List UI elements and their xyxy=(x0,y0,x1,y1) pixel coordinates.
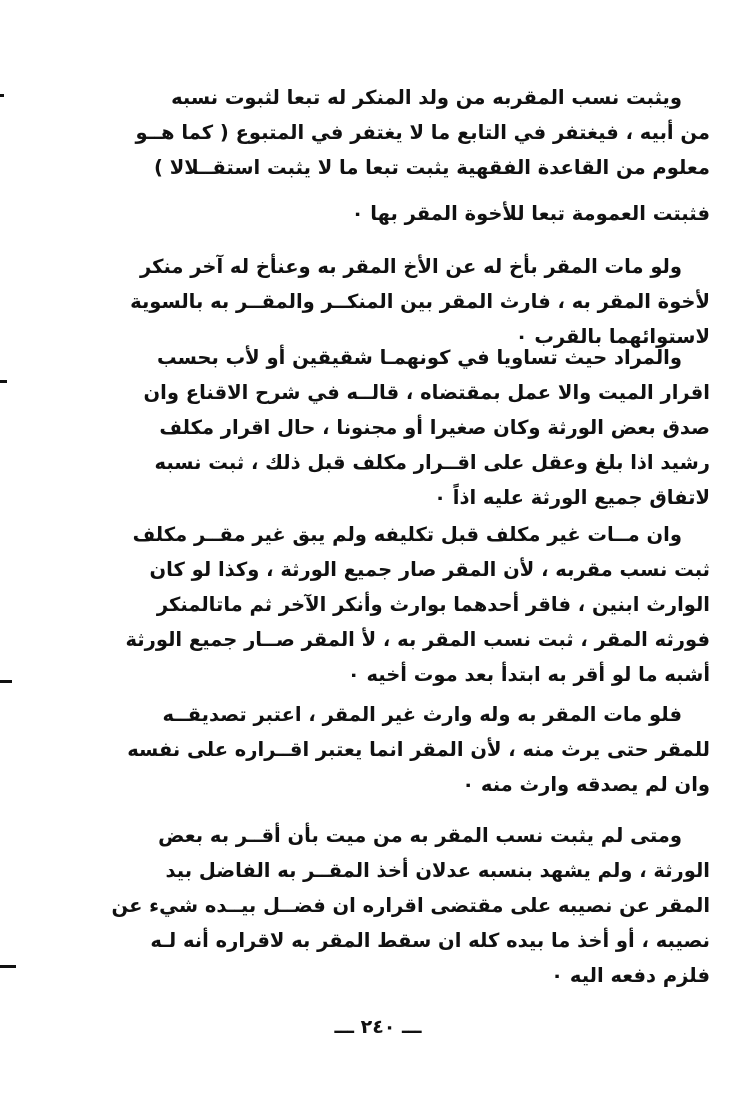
text-line: فلو مات المقر به وله وارث غير المقر ، اعتبر تصديقــه xyxy=(162,703,682,726)
text-line: فلزم دفعه اليه ٠ xyxy=(551,964,710,987)
text-line: فثبتت العمومة تبعا للأخوة المقر بها ٠ xyxy=(351,202,710,225)
text-line: من أبيه ، فيغتفر في التابع ما لا يغتفر في المتبوع ( كما هــو xyxy=(135,121,710,144)
text-line: رشيد اذا بلغ وعقل على اقــرار مكلف قبل ذلك ، ثبت نسبه xyxy=(154,451,710,474)
text-line: نصيبه ، أو أخذ ما بيده كله ان سقط المقر به لاقراره أنه لـه xyxy=(150,929,710,952)
text-line: والمراد حيث تساويا في كونهمـا شقيقين أو لأب بحسب xyxy=(156,346,682,369)
paragraph-6 xyxy=(82,818,710,993)
text-line: اقرار الميت والا عمل بمقتضاه ، قالــه في شرح الاقناع وان xyxy=(143,381,710,404)
text-line: وان مــات غير مكلف قبل تكليفه ولم يبق غير مقــر مكلف xyxy=(132,523,682,546)
text-line: ثبت نسب مقربه ، لأن المقر صار جميع الورثة ، وكذا لو كان xyxy=(149,558,710,581)
text-line: وان لم يصدقه وارث منه ٠ xyxy=(462,773,710,796)
text-line: الوارث ابنين ، فاقر أحدهما بوارث وأنكر الآخر ثم ماتالمنكر xyxy=(156,593,710,616)
text-line: المقر عن نصيبه على مقتضى اقراره ان فضــل بيــده شيء عن xyxy=(111,894,710,917)
text-line: لاتفاق جميع الورثة عليه اذاً ٠ xyxy=(434,486,710,509)
page-number: ـــ ٢٤٠ ـــ xyxy=(334,1016,422,1038)
text-line: فورثه المقر ، ثبت نسب المقر به ، لأ المقر صــار جميع الورثة xyxy=(125,628,710,651)
paragraph-4 xyxy=(82,517,710,692)
text-line: ولو مات المقر بأخ له عن الأخ المقر به وعنأخ له آخر منكر xyxy=(139,255,682,278)
text-line: لأخوة المقر به ، فارث المقر بين المنكــر والمقــر به بالسوية xyxy=(130,290,710,313)
text-line: ويثبت نسب المقربه من ولد المنكر له تبعا لثبوت نسبه xyxy=(171,86,682,109)
text-line: للمقر حتى يرث منه ، لأن المقر انما يعتبر اقــراره على نفسه xyxy=(127,738,710,761)
paragraph-1 xyxy=(82,80,710,185)
text-line: صدق بعض الورثة وكان صغيرا أو مجنونا ، حال اقرار مكلف xyxy=(159,416,710,439)
paragraph-2 xyxy=(82,202,710,354)
text-line: ومتى لم يثبت نسب المقر به من ميت بأن أقــر به بعض xyxy=(158,824,682,847)
scan-edge-mark xyxy=(0,680,12,683)
scan-edge-mark xyxy=(0,94,4,97)
text-line: لاستوائهما بالقرب ٠ xyxy=(515,325,710,348)
scan-edge-mark xyxy=(0,965,16,968)
text-line: معلوم من القاعدة الفقهية يثبت تبعا ما لا يثبت استقــلالا ) xyxy=(154,156,710,179)
scan-edge-mark xyxy=(0,380,7,383)
paragraph-3 xyxy=(82,340,710,515)
text-line: أشبه ما لو أقر به ابتدأ بعد موت أخيه ٠ xyxy=(347,663,710,686)
text-line: الورثة ، ولم يشهد بنسبه عدلان أخذ المقــر به الفاضل بيد xyxy=(165,859,710,882)
paragraph-5 xyxy=(82,697,710,802)
